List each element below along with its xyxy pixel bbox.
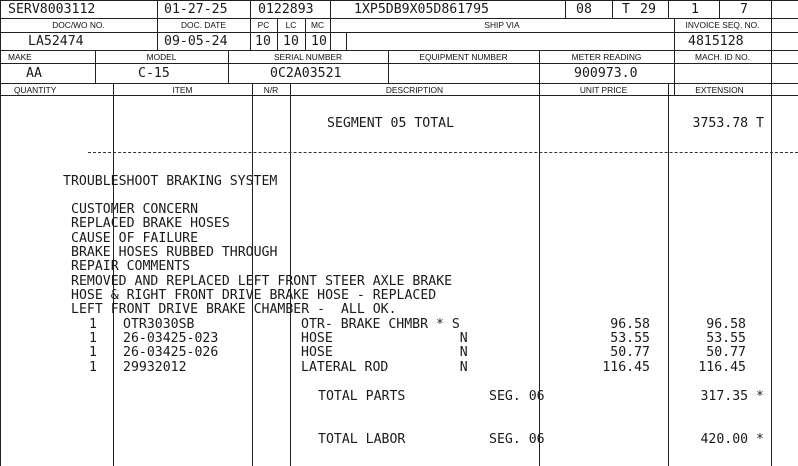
model-label: MODEL [146, 52, 177, 62]
rule [771, 0, 772, 466]
quantity-label: QUANTITY [14, 85, 57, 95]
total-labor-amount: 420.00 * [700, 432, 764, 447]
date-field: 01-27-25 [164, 2, 228, 17]
part-item: 26-03425-026 [123, 345, 219, 360]
code-field: 1 [691, 2, 699, 17]
part-desc: HOSE N [301, 331, 468, 346]
mc-value: 10 [311, 34, 327, 49]
part-unit-price: 116.45 [602, 360, 650, 375]
serial-label: SERIAL NUMBER [273, 52, 343, 62]
part-item: OTR3030SB [123, 317, 195, 332]
lc-value: 10 [283, 34, 299, 49]
part-qty: 1 [89, 345, 97, 360]
note-line: REPLACED BRAKE HOSES [71, 216, 230, 231]
meter-label: METER READING [571, 52, 642, 62]
part-desc: LATERAL ROD N [301, 360, 468, 375]
segment-total-label: SEGMENT 05 TOTAL [327, 116, 455, 131]
docwo-label: DOC/WO NO. [52, 20, 105, 30]
code-field: 7 [740, 2, 748, 17]
part-unit-price: 50.77 [610, 345, 650, 360]
service-number: SERV8003112 [8, 2, 96, 17]
model-value: C-15 [138, 66, 170, 81]
part-item: 29932012 [123, 360, 187, 375]
rule [565, 0, 566, 18]
serial-value: 0C2A03521 [270, 66, 342, 81]
rule [0, 63, 798, 64]
rule [0, 0, 1, 466]
mc-label: MC [310, 20, 325, 30]
part-qty: 1 [89, 360, 97, 375]
vin-field: 1XP5DB9X05D861795 [354, 2, 489, 17]
total-parts-amount: 317.35 * [700, 389, 764, 404]
total-parts-label: TOTAL PARTS [318, 389, 406, 404]
rule [668, 0, 669, 18]
total-labor-label: TOTAL LABOR [318, 432, 406, 447]
description-label: DESCRIPTION [385, 85, 444, 95]
equipment-label: EQUIPMENT NUMBER [419, 52, 508, 62]
shipvia-label: SHIP VIA [484, 20, 520, 30]
note-line: LEFT FRONT DRIVE BRAKE CHAMBER - ALL OK. [71, 302, 397, 317]
pc-label: PC [257, 20, 270, 30]
rule [0, 0, 798, 1]
part-extension: 50.77 [706, 345, 746, 360]
rule [0, 83, 798, 84]
code-field: T [622, 2, 630, 17]
rule [346, 32, 347, 50]
code-field: 08 [576, 2, 592, 17]
docwo-value: LA52474 [28, 34, 84, 49]
part-qty: 1 [89, 331, 97, 346]
pc-value: 10 [255, 34, 271, 49]
invoice-seq-value: 4815128 [688, 34, 744, 49]
part-desc: OTR- BRAKE CHMBR * S [301, 317, 460, 332]
make-value: AA [26, 66, 42, 81]
part-item: 26-03425-023 [123, 331, 219, 346]
note-line: HOSE & RIGHT FRONT DRIVE BRAKE HOSE - REPLACED [71, 288, 437, 303]
total-parts-seg: SEG. 06 [489, 389, 545, 404]
segment-total-amount: 3753.78 T [692, 116, 764, 131]
part-unit-price: 96.58 [610, 317, 650, 332]
rule [539, 83, 540, 466]
rule [0, 32, 798, 33]
rule [330, 0, 331, 18]
note-line: BRAKE HOSES RUBBED THROUGH [71, 245, 278, 260]
part-unit-price: 53.55 [610, 331, 650, 346]
number-field: 0122893 [258, 2, 314, 17]
part-extension: 96.58 [706, 317, 746, 332]
unit-price-label: UNIT PRICE [579, 85, 628, 95]
rule [719, 0, 720, 18]
rule [668, 83, 669, 466]
extension-label: EXTENSION [695, 85, 744, 95]
note-line: CAUSE OF FAILURE [71, 231, 199, 246]
note-line: TROUBLESHOOT BRAKING SYSTEM [63, 174, 278, 189]
meter-value: 900973.0 [574, 66, 638, 81]
mach-label: MACH. ID NO. [695, 52, 750, 62]
dashed-separator [88, 152, 798, 153]
docdate-label: DOC. DATE [181, 20, 226, 30]
rule [0, 95, 798, 96]
rule [612, 0, 613, 18]
part-extension: 53.55 [706, 331, 746, 346]
lc-label: LC [285, 20, 297, 30]
total-labor-seg: SEG. 06 [489, 432, 545, 447]
note-line: CUSTOMER CONCERN [71, 202, 199, 217]
invoice-seq-label: INVOICE SEQ. NO. [685, 20, 760, 30]
code-field: 29 [640, 2, 656, 17]
make-label: MAKE [8, 52, 32, 62]
note-line: REMOVED AND REPLACED LEFT FRONT STEER AXLE BRAKE [71, 274, 453, 289]
part-desc: HOSE N [301, 345, 468, 360]
rule [0, 18, 798, 19]
part-qty: 1 [89, 317, 97, 332]
rule [0, 50, 798, 51]
item-label: ITEM [172, 85, 193, 95]
docdate-value: 09-05-24 [164, 34, 228, 49]
part-extension: 116.45 [698, 360, 746, 375]
nr-label: N/R [263, 85, 279, 95]
note-line: REPAIR COMMENTS [71, 259, 191, 274]
